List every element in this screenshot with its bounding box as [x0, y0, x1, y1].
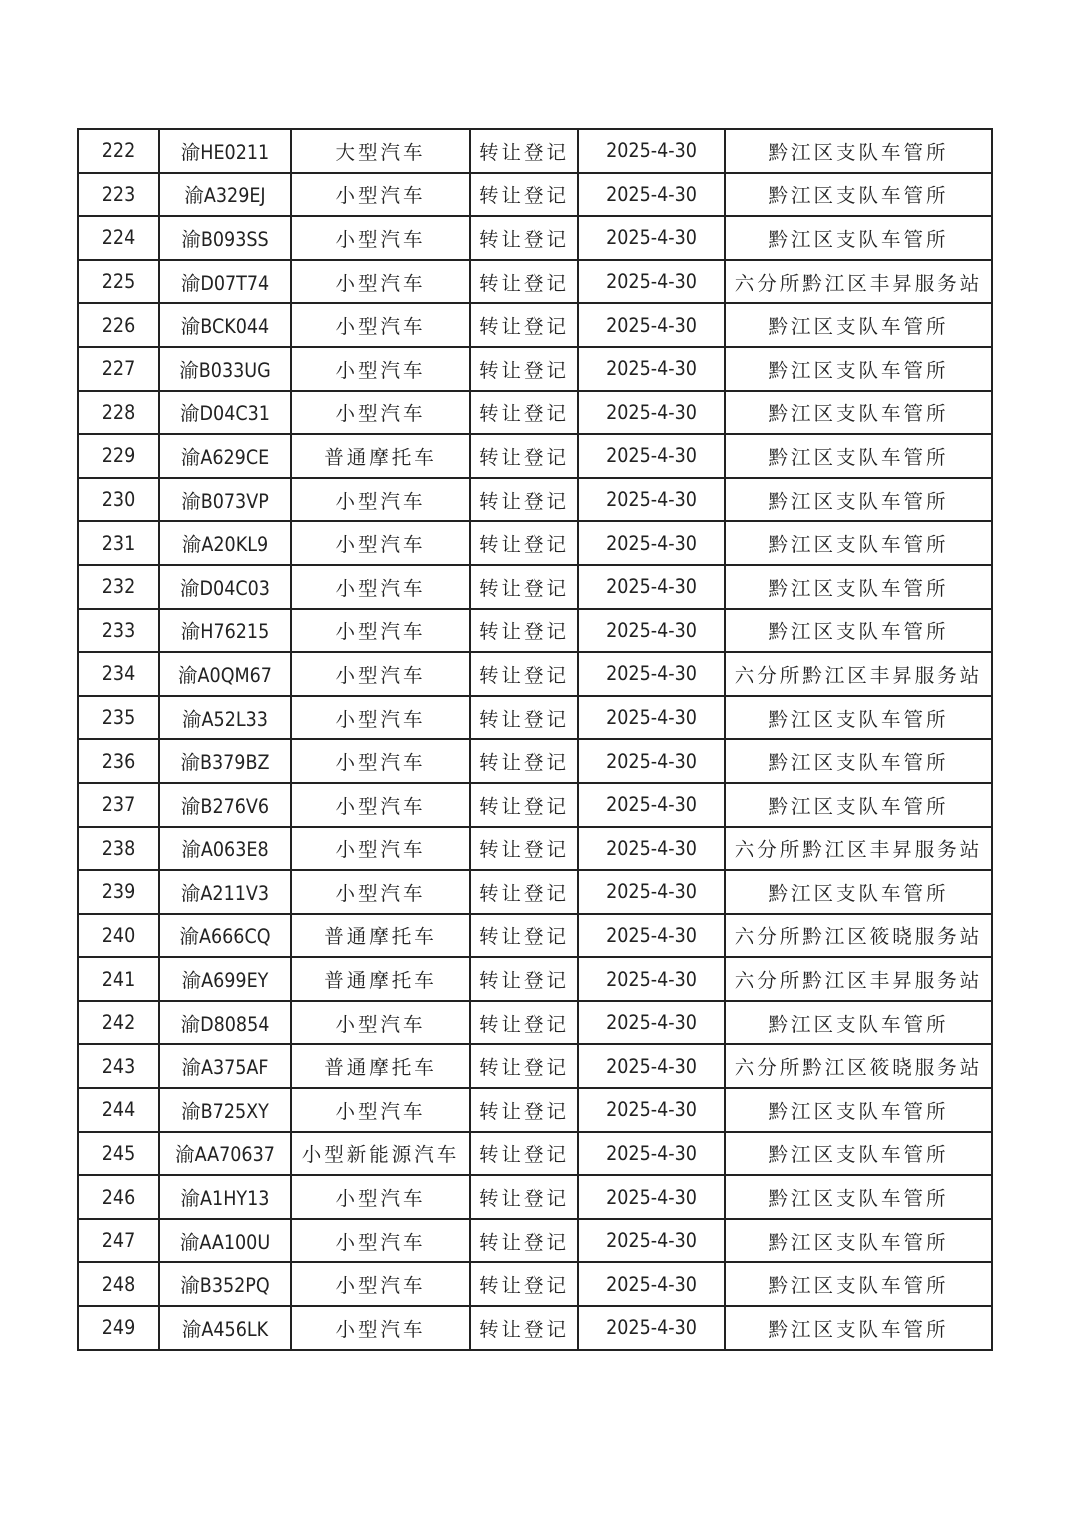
plate-number-cell: 渝H76215 — [159, 609, 291, 653]
table-row — [78, 216, 992, 260]
vehicle-type-cell: 小型汽车 — [291, 565, 470, 609]
date-cell: 2025-4-30 — [578, 303, 725, 347]
row-number-cell: 232 — [78, 565, 159, 609]
business-type-cell: 转让登记 — [470, 696, 578, 740]
plate-number-cell: 渝A211V3 — [159, 870, 291, 914]
business-type-cell: 转让登记 — [470, 652, 578, 696]
business-type-cell: 转让登记 — [470, 521, 578, 565]
vehicle-type-cell: 小型汽车 — [291, 652, 470, 696]
business-type-cell: 转让登记 — [470, 478, 578, 522]
business-type-cell: 转让登记 — [470, 565, 578, 609]
office-cell: 黔江区支队车管所 — [725, 434, 992, 478]
office-cell: 黔江区支队车管所 — [725, 870, 992, 914]
plate-number-cell: 渝B033UG — [159, 347, 291, 391]
vehicle-type-cell: 大型汽车 — [291, 129, 470, 173]
plate-number-cell: 渝B093SS — [159, 216, 291, 260]
business-type-cell: 转让登记 — [470, 173, 578, 217]
row-number-cell: 226 — [78, 303, 159, 347]
table-row — [78, 260, 992, 304]
office-cell: 六分所黔江区丰昇服务站 — [725, 827, 992, 871]
date-cell: 2025-4-30 — [578, 870, 725, 914]
date-cell: 2025-4-30 — [578, 129, 725, 173]
office-cell: 黔江区支队车管所 — [725, 609, 992, 653]
row-number-cell: 223 — [78, 173, 159, 217]
vehicle-type-cell: 小型汽车 — [291, 391, 470, 435]
business-type-cell: 转让登记 — [470, 434, 578, 478]
table-row — [78, 391, 992, 435]
office-cell: 黔江区支队车管所 — [725, 1219, 992, 1263]
office-cell: 黔江区支队车管所 — [725, 303, 992, 347]
plate-number-cell: 渝D04C31 — [159, 391, 291, 435]
business-type-cell: 转让登记 — [470, 870, 578, 914]
table-row — [78, 521, 992, 565]
vehicle-type-cell: 小型汽车 — [291, 870, 470, 914]
plate-number-cell: 渝A629CE — [159, 434, 291, 478]
business-type-cell: 转让登记 — [470, 1132, 578, 1176]
row-number-cell: 224 — [78, 216, 159, 260]
vehicle-type-cell: 小型汽车 — [291, 609, 470, 653]
business-type-cell: 转让登记 — [470, 303, 578, 347]
business-type-cell: 转让登记 — [470, 1306, 578, 1350]
table-row — [78, 434, 992, 478]
business-type-cell: 转让登记 — [470, 1219, 578, 1263]
row-number-cell: 240 — [78, 914, 159, 958]
office-cell: 六分所黔江区筱晓服务站 — [725, 914, 992, 958]
vehicle-type-cell: 普通摩托车 — [291, 1044, 470, 1088]
row-number-cell: 230 — [78, 478, 159, 522]
date-cell: 2025-4-30 — [578, 391, 725, 435]
date-cell: 2025-4-30 — [578, 521, 725, 565]
business-type-cell: 转让登记 — [470, 391, 578, 435]
table-row — [78, 739, 992, 783]
plate-number-cell: 渝D07T74 — [159, 260, 291, 304]
date-cell: 2025-4-30 — [578, 173, 725, 217]
business-type-cell: 转让登记 — [470, 129, 578, 173]
business-type-cell: 转让登记 — [470, 260, 578, 304]
office-cell: 黔江区支队车管所 — [725, 1306, 992, 1350]
plate-number-cell: 渝B352PQ — [159, 1262, 291, 1306]
table-row — [78, 827, 992, 871]
vehicle-type-cell: 小型汽车 — [291, 1175, 470, 1219]
vehicle-type-cell: 小型汽车 — [291, 347, 470, 391]
table-row — [78, 1044, 992, 1088]
row-number-cell: 241 — [78, 957, 159, 1001]
business-type-cell: 转让登记 — [470, 1175, 578, 1219]
row-number-cell: 235 — [78, 696, 159, 740]
plate-number-cell: 渝A52L33 — [159, 696, 291, 740]
date-cell: 2025-4-30 — [578, 914, 725, 958]
office-cell: 黔江区支队车管所 — [725, 696, 992, 740]
row-number-cell: 244 — [78, 1088, 159, 1132]
plate-number-cell: 渝AA100U — [159, 1219, 291, 1263]
office-cell: 黔江区支队车管所 — [725, 1175, 992, 1219]
office-cell: 黔江区支队车管所 — [725, 216, 992, 260]
row-number-cell: 238 — [78, 827, 159, 871]
table-row — [78, 609, 992, 653]
vehicle-type-cell: 普通摩托车 — [291, 914, 470, 958]
office-cell: 黔江区支队车管所 — [725, 129, 992, 173]
office-cell: 黔江区支队车管所 — [725, 1088, 992, 1132]
plate-number-cell: 渝B725XY — [159, 1088, 291, 1132]
plate-number-cell: 渝D04C03 — [159, 565, 291, 609]
row-number-cell: 236 — [78, 739, 159, 783]
date-cell: 2025-4-30 — [578, 1262, 725, 1306]
date-cell: 2025-4-30 — [578, 1219, 725, 1263]
table-body — [78, 129, 992, 1350]
plate-number-cell: 渝D80854 — [159, 1001, 291, 1045]
business-type-cell: 转让登记 — [470, 609, 578, 653]
date-cell: 2025-4-30 — [578, 739, 725, 783]
plate-number-cell: 渝B073VP — [159, 478, 291, 522]
business-type-cell: 转让登记 — [470, 957, 578, 1001]
office-cell: 黔江区支队车管所 — [725, 1262, 992, 1306]
date-cell: 2025-4-30 — [578, 565, 725, 609]
row-number-cell: 229 — [78, 434, 159, 478]
date-cell: 2025-4-30 — [578, 1306, 725, 1350]
vehicle-type-cell: 普通摩托车 — [291, 957, 470, 1001]
row-number-cell: 243 — [78, 1044, 159, 1088]
date-cell: 2025-4-30 — [578, 827, 725, 871]
business-type-cell: 转让登记 — [470, 347, 578, 391]
date-cell: 2025-4-30 — [578, 1001, 725, 1045]
plate-number-cell: 渝A063E8 — [159, 827, 291, 871]
row-number-cell: 233 — [78, 609, 159, 653]
business-type-cell: 转让登记 — [470, 1262, 578, 1306]
vehicle-type-cell: 小型汽车 — [291, 1219, 470, 1263]
row-number-cell: 234 — [78, 652, 159, 696]
row-number-cell: 225 — [78, 260, 159, 304]
row-number-cell: 242 — [78, 1001, 159, 1045]
table-row — [78, 303, 992, 347]
vehicle-type-cell: 小型汽车 — [291, 696, 470, 740]
registration-table — [77, 128, 993, 1351]
plate-number-cell: 渝BCK044 — [159, 303, 291, 347]
row-number-cell: 227 — [78, 347, 159, 391]
table-row — [78, 696, 992, 740]
row-number-cell: 231 — [78, 521, 159, 565]
plate-number-cell: 渝A1HY13 — [159, 1175, 291, 1219]
office-cell: 黔江区支队车管所 — [725, 783, 992, 827]
table-row — [78, 565, 992, 609]
row-number-cell: 249 — [78, 1306, 159, 1350]
date-cell: 2025-4-30 — [578, 696, 725, 740]
office-cell: 黔江区支队车管所 — [725, 347, 992, 391]
table-row — [78, 914, 992, 958]
vehicle-type-cell: 小型汽车 — [291, 478, 470, 522]
business-type-cell: 转让登记 — [470, 1088, 578, 1132]
business-type-cell: 转让登记 — [470, 216, 578, 260]
table-row — [78, 347, 992, 391]
date-cell: 2025-4-30 — [578, 347, 725, 391]
vehicle-type-cell: 小型汽车 — [291, 1306, 470, 1350]
vehicle-type-cell: 小型汽车 — [291, 521, 470, 565]
vehicle-type-cell: 小型汽车 — [291, 173, 470, 217]
vehicle-type-cell: 普通摩托车 — [291, 434, 470, 478]
date-cell: 2025-4-30 — [578, 434, 725, 478]
vehicle-type-cell: 小型汽车 — [291, 303, 470, 347]
office-cell: 黔江区支队车管所 — [725, 1132, 992, 1176]
office-cell: 六分所黔江区丰昇服务站 — [725, 957, 992, 1001]
table-row — [78, 478, 992, 522]
table-row — [78, 1088, 992, 1132]
plate-number-cell: 渝B379BZ — [159, 739, 291, 783]
row-number-cell: 222 — [78, 129, 159, 173]
table-row — [78, 1262, 992, 1306]
table-row — [78, 1306, 992, 1350]
plate-number-cell: 渝B276V6 — [159, 783, 291, 827]
vehicle-type-cell: 小型汽车 — [291, 1001, 470, 1045]
table-row — [78, 652, 992, 696]
row-number-cell: 247 — [78, 1219, 159, 1263]
plate-number-cell: 渝A699EY — [159, 957, 291, 1001]
plate-number-cell: 渝A456LK — [159, 1306, 291, 1350]
table-row — [78, 957, 992, 1001]
business-type-cell: 转让登记 — [470, 1044, 578, 1088]
table-row — [78, 1219, 992, 1263]
office-cell: 黔江区支队车管所 — [725, 478, 992, 522]
date-cell: 2025-4-30 — [578, 957, 725, 1001]
vehicle-type-cell: 小型汽车 — [291, 783, 470, 827]
vehicle-type-cell: 小型汽车 — [291, 216, 470, 260]
row-number-cell: 246 — [78, 1175, 159, 1219]
office-cell: 六分所黔江区丰昇服务站 — [725, 260, 992, 304]
row-number-cell: 228 — [78, 391, 159, 435]
office-cell: 六分所黔江区丰昇服务站 — [725, 652, 992, 696]
row-number-cell: 245 — [78, 1132, 159, 1176]
date-cell: 2025-4-30 — [578, 260, 725, 304]
row-number-cell: 239 — [78, 870, 159, 914]
plate-number-cell: 渝A329EJ — [159, 173, 291, 217]
vehicle-type-cell: 小型汽车 — [291, 827, 470, 871]
office-cell: 黔江区支队车管所 — [725, 521, 992, 565]
date-cell: 2025-4-30 — [578, 1044, 725, 1088]
plate-number-cell: 渝HE0211 — [159, 129, 291, 173]
date-cell: 2025-4-30 — [578, 1132, 725, 1176]
business-type-cell: 转让登记 — [470, 739, 578, 783]
business-type-cell: 转让登记 — [470, 1001, 578, 1045]
vehicle-type-cell: 小型新能源汽车 — [291, 1132, 470, 1176]
table-row — [78, 783, 992, 827]
vehicle-type-cell: 小型汽车 — [291, 1088, 470, 1132]
business-type-cell: 转让登记 — [470, 914, 578, 958]
office-cell: 黔江区支队车管所 — [725, 565, 992, 609]
table-row — [78, 870, 992, 914]
plate-number-cell: 渝A666CQ — [159, 914, 291, 958]
office-cell: 六分所黔江区筱晓服务站 — [725, 1044, 992, 1088]
vehicle-type-cell: 小型汽车 — [291, 739, 470, 783]
plate-number-cell: 渝A375AF — [159, 1044, 291, 1088]
plate-number-cell: 渝A20KL9 — [159, 521, 291, 565]
date-cell: 2025-4-30 — [578, 609, 725, 653]
office-cell: 黔江区支队车管所 — [725, 1001, 992, 1045]
table-row — [78, 1132, 992, 1176]
date-cell: 2025-4-30 — [578, 216, 725, 260]
date-cell: 2025-4-30 — [578, 1175, 725, 1219]
table-row — [78, 173, 992, 217]
office-cell: 黔江区支队车管所 — [725, 739, 992, 783]
office-cell: 黔江区支队车管所 — [725, 391, 992, 435]
row-number-cell: 237 — [78, 783, 159, 827]
table-row — [78, 129, 992, 173]
business-type-cell: 转让登记 — [470, 827, 578, 871]
table-row — [78, 1175, 992, 1219]
table-row — [78, 1001, 992, 1045]
plate-number-cell: 渝AA70637 — [159, 1132, 291, 1176]
plate-number-cell: 渝A0QM67 — [159, 652, 291, 696]
date-cell: 2025-4-30 — [578, 1088, 725, 1132]
date-cell: 2025-4-30 — [578, 478, 725, 522]
date-cell: 2025-4-30 — [578, 652, 725, 696]
vehicle-type-cell: 小型汽车 — [291, 1262, 470, 1306]
row-number-cell: 248 — [78, 1262, 159, 1306]
vehicle-type-cell: 小型汽车 — [291, 260, 470, 304]
date-cell: 2025-4-30 — [578, 783, 725, 827]
office-cell: 黔江区支队车管所 — [725, 173, 992, 217]
business-type-cell: 转让登记 — [470, 783, 578, 827]
